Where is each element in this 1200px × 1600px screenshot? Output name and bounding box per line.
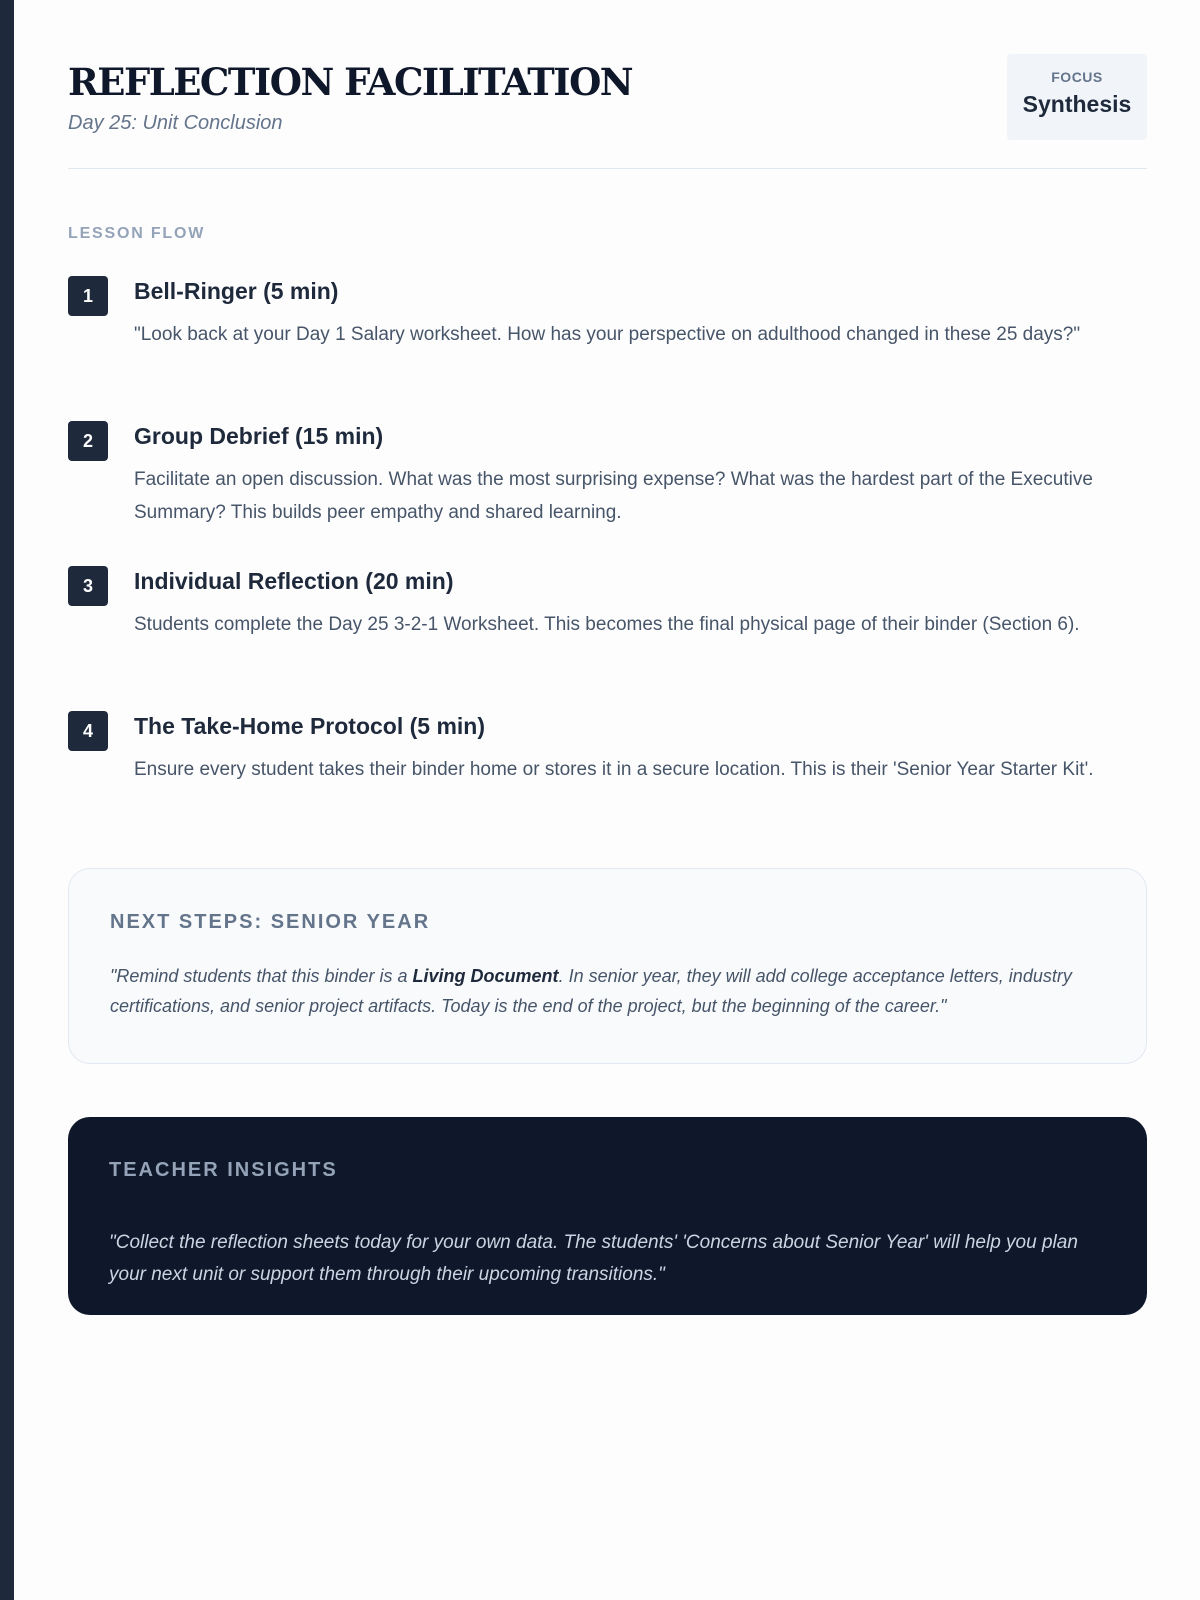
step-description: Ensure every student takes their binder home or stores it in a secure location. This is their 'Senior Year Starter Kit'. [134, 759, 1094, 780]
step-title: Bell-Ringer (5 min) [134, 278, 339, 304]
next-steps-body [110, 961, 1120, 1021]
living-document-emphasis: Living Document [412, 966, 559, 986]
side-accent-bar [0, 0, 14, 1600]
page-subtitle: Day 25: Unit Conclusion [68, 112, 283, 134]
step-title: Individual Reflection (20 min) [134, 568, 454, 594]
teacher-insights-panel [68, 1117, 1147, 1315]
step-description: Facilitate an open discussion. What was the most surprising expense? What was the hardest part of the Executive Summary? This builds peer empathy and shared learning. [134, 469, 1093, 523]
page-title: REFLECTION FACILITATION [68, 60, 633, 104]
focus-label: FOCUS [1051, 69, 1103, 85]
step-number-badge: 3 [68, 566, 108, 606]
focus-value: Synthesis [1022, 91, 1132, 117]
step-title: Group Debrief (15 min) [134, 423, 384, 449]
lesson-flow-label: LESSON FLOW [68, 225, 206, 242]
step-description: Students complete the Day 25 3-2-1 Worksheet. This becomes the final physical page of their binder (Section 6). [134, 614, 1080, 635]
page-header [68, 0, 1147, 169]
next-steps-text: "Remind students that this binder is a [110, 966, 413, 986]
lesson-page [68, 0, 1147, 1285]
step-title: The Take-Home Protocol (5 min) [134, 713, 486, 739]
focus-badge [1007, 54, 1147, 140]
next-steps-callout [68, 868, 1147, 1064]
teacher-insights-title: TEACHER INSIGHTS [109, 1159, 338, 1181]
step-number-badge: 2 [68, 421, 108, 461]
step-number-badge: 4 [68, 711, 108, 751]
step-number-badge: 1 [68, 276, 108, 316]
next-steps-text: . In senior year, they will add college acceptance letters, industry certifications, and senior project artifacts. Today is the end of the project, but the beginning of the career." [110, 966, 1072, 1016]
step-description: "Look back at your Day 1 Salary worksheet. How has your perspective on adulthood changed in these 25 days?" [134, 324, 1081, 345]
next-steps-title: NEXT STEPS: SENIOR YEAR [110, 911, 431, 933]
teacher-insights-body: "Collect the reflection sheets today for your own data. The students' 'Concerns about Senior Year' will help you plan your next unit or support them through their upcoming transitions." [109, 1232, 1078, 1285]
